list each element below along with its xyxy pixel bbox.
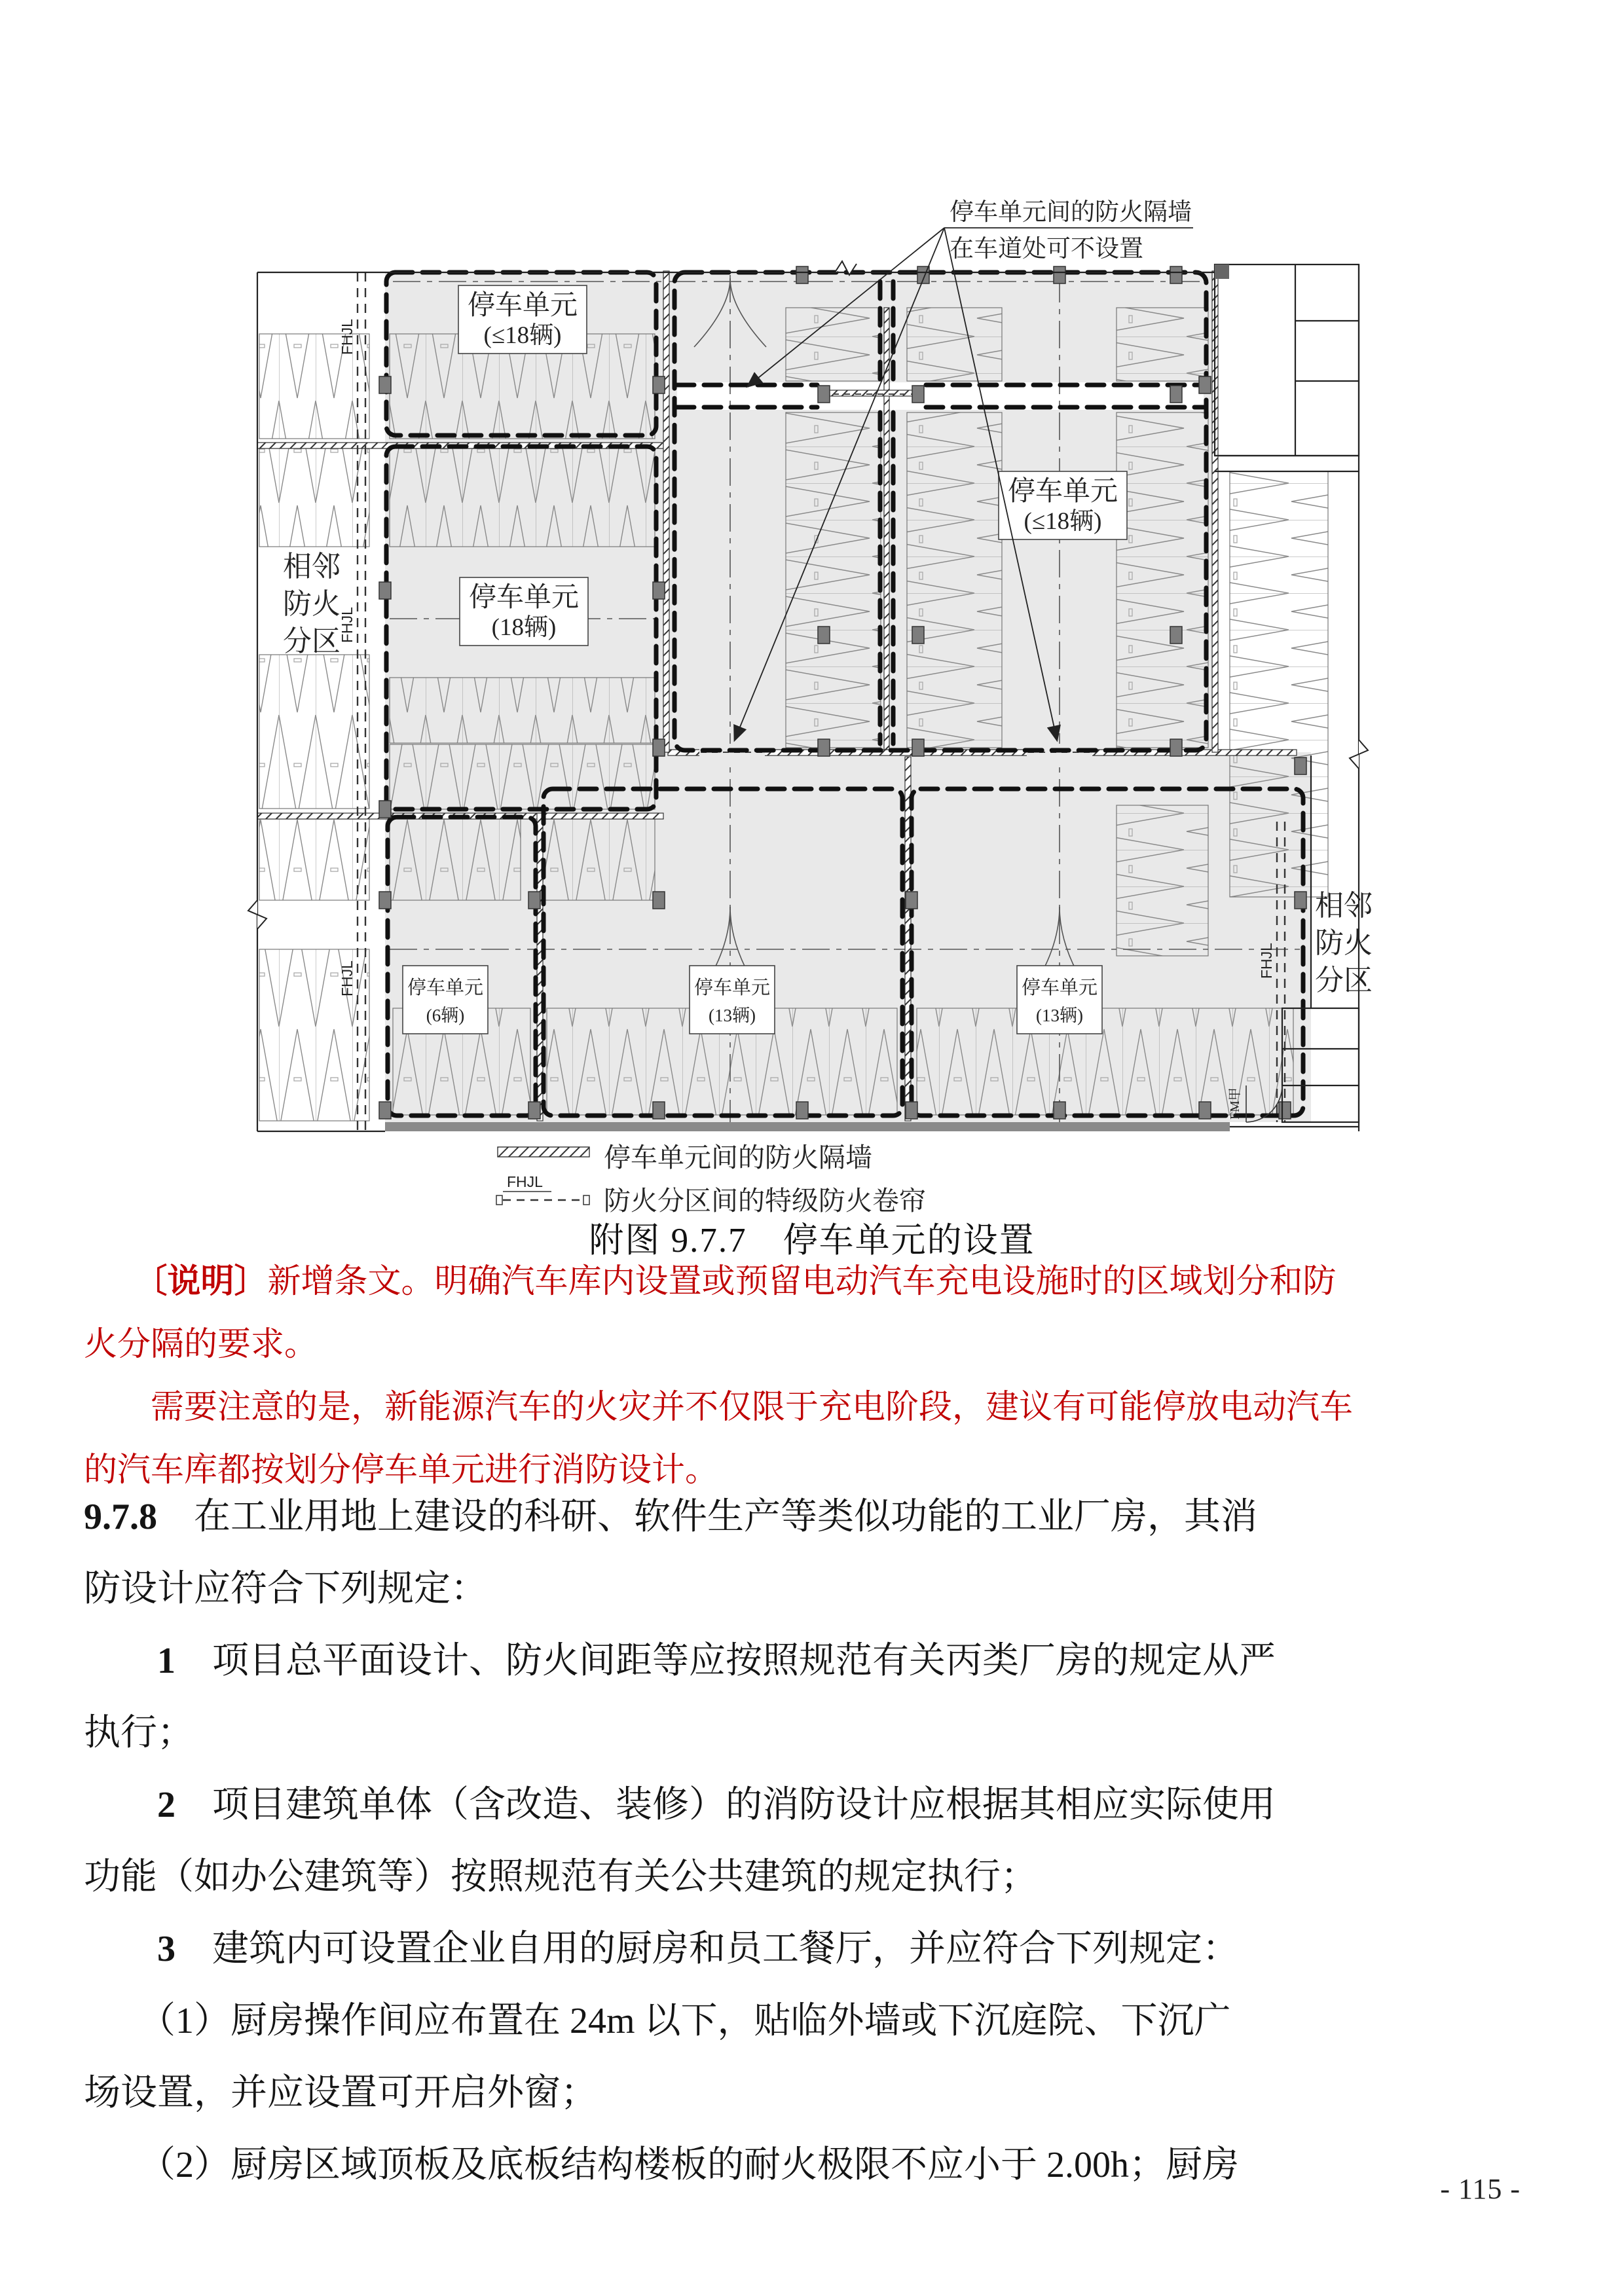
adjacent-zone-label-right: [1315, 890, 1373, 996]
svg-text:相邻: 相邻: [1315, 890, 1373, 922]
unit-label-u4: [690, 966, 775, 1034]
legend-firewall-symbol: [498, 1147, 589, 1157]
svg-text:分区: 分区: [283, 625, 341, 657]
parking-plan-figure: [242, 190, 1395, 1224]
commentary-text: [84, 1250, 1544, 1502]
text-line: 功能（如办公建筑等）按照规范有关公共建筑的规定执行；: [84, 1857, 1037, 1897]
annotation-text: [950, 198, 1192, 263]
text-line: 防设计应符合下列规定：: [84, 1569, 487, 1609]
svg-text:(≤18辆): (≤18辆): [483, 322, 562, 349]
svg-text:FHJL: FHJL: [339, 607, 356, 643]
svg-text:FHJL: FHJL: [339, 960, 356, 996]
unit-label-u5: [1017, 966, 1102, 1034]
svg-text:防火: 防火: [1315, 927, 1373, 959]
text-line: 场设置，并应设置可开启外窗；: [84, 2073, 597, 2113]
svg-text:停车单元: 停车单元: [407, 977, 484, 998]
svg-text:(≤18辆): (≤18辆): [1024, 508, 1102, 535]
svg-text:停车单元: 停车单元: [467, 291, 578, 321]
svg-text:停车单元: 停车单元: [1021, 977, 1098, 998]
door-label: FM甲: [1228, 1087, 1242, 1120]
unit-label-u6: [999, 471, 1127, 539]
text-line: 9.7.8 在工业用地上建设的科研、软件生产等类似功能的工业厂房，其消: [84, 1497, 1257, 1537]
text-line: （1）厨房操作间应布置在 24m 以下，贴临外墙或下沉庭院、下沉广: [84, 2001, 1231, 2041]
unit-label-u1: [458, 285, 587, 354]
figure-legend: [496, 1142, 926, 1216]
unit-label-u2: [460, 577, 588, 646]
svg-text:(13辆): (13辆): [709, 1006, 756, 1025]
svg-text:FHJL: FHJL: [339, 319, 356, 355]
wall-corner: [1215, 264, 1229, 279]
svg-text:(13辆): (13辆): [1036, 1006, 1083, 1025]
text-line: 2 项目建筑单体（含改造、装修）的消防设计应根据其相应实际使用: [157, 1785, 1276, 1825]
adjacent-zone-label-left: [283, 551, 341, 657]
svg-text:(6辆): (6辆): [426, 1006, 465, 1025]
text-line: 执行；: [84, 1713, 194, 1753]
text-line: 火分隔的要求。: [84, 1326, 318, 1363]
svg-text:分区: 分区: [1315, 964, 1373, 996]
svg-text:FHJL: FHJL: [1258, 943, 1275, 979]
text-line: 1 项目总平面设计、防火间距等应按照规范有关丙类厂房的规定从严: [157, 1641, 1276, 1681]
svg-text:停车单元: 停车单元: [693, 977, 771, 998]
page-number: - 115 -: [1440, 2173, 1521, 2205]
text-line: 需要注意的是，新能源汽车的火灾并不仅限于充电阶段，建议有可能停放电动汽车: [84, 1389, 1354, 1426]
legend-firewall-label: 停车单元间的防火隔墙: [604, 1142, 872, 1173]
figure-caption: 附图 9.7.7 停车单元的设置: [589, 1222, 1035, 1260]
svg-text:停车单元: 停车单元: [1007, 477, 1118, 507]
text-line: 的汽车库都按划分停车单元进行消防设计。: [84, 1452, 719, 1489]
svg-text:停车单元: 停车单元: [468, 583, 580, 613]
text-line: （2）厨房区域顶板及底板结构楼板的耐火极限不应小于 2.00h；厨房: [84, 2145, 1239, 2185]
legend-shutter-code: FHJL: [507, 1173, 543, 1190]
svg-text:防火: 防火: [283, 588, 341, 620]
svg-text:相邻: 相邻: [283, 551, 341, 583]
unit-label-u3: [403, 966, 488, 1034]
bottom-wall: [385, 1122, 1230, 1131]
svg-text:在车道处可不设置: 在车道处可不设置: [950, 236, 1143, 263]
text-line: 3 建筑内可设置企业自用的厨房和员工餐厅，并应符合下列规定：: [157, 1929, 1239, 1969]
text-line: 〔说明〕新增条文。明确汽车库内设置或预留电动汽车充电设施时的区域划分和防: [151, 1264, 1337, 1300]
svg-text:停车单元间的防火隔墙: 停车单元间的防火隔墙: [950, 199, 1192, 226]
svg-text:(18辆): (18辆): [491, 614, 557, 641]
clause-text: [84, 1481, 1544, 2201]
legend-shutter-label: 防火分区间的特级防火卷帘: [604, 1186, 926, 1216]
